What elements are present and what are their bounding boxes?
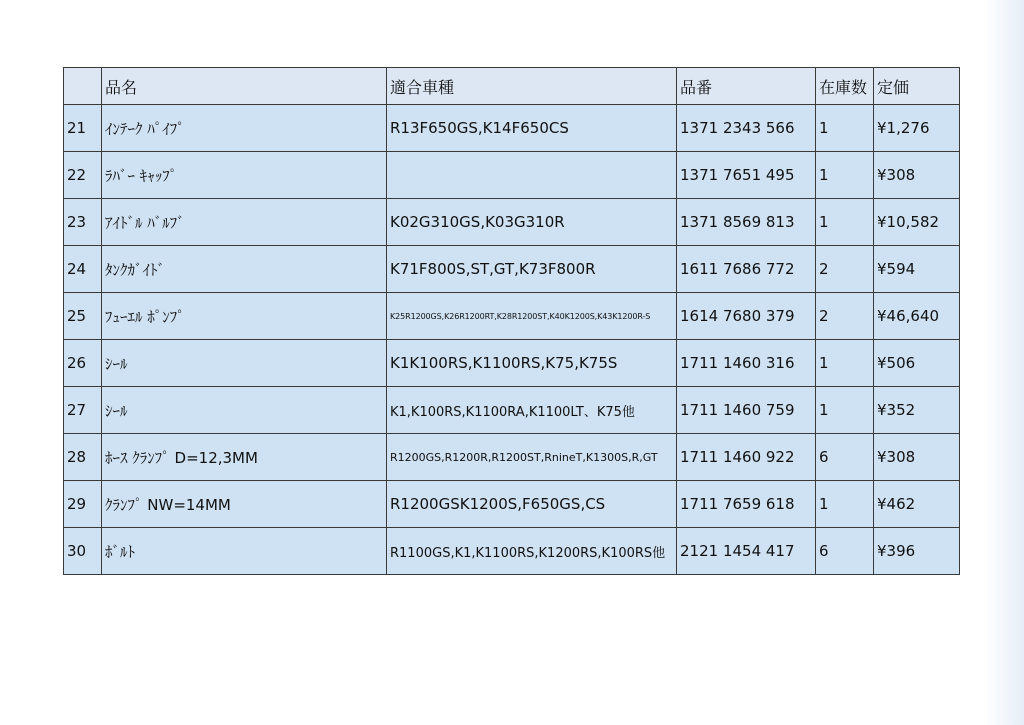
header-stock: 在庫数 [816, 68, 874, 105]
cell-stock: 6 [816, 434, 874, 481]
cell-stock: 1 [816, 387, 874, 434]
cell-name: ﾗﾊﾞｰ ｷｬｯﾌﾟ [102, 152, 387, 199]
cell-name: ｼｰﾙ [102, 387, 387, 434]
cell-price: ¥308 [874, 152, 960, 199]
cell-model: K1K100RS,K1100RS,K75,K75S [387, 340, 677, 387]
cell-stock: 2 [816, 246, 874, 293]
cell-name: ﾌｭｰｴﾙ ﾎﾟﾝﾌﾟ [102, 293, 387, 340]
table-row [64, 152, 960, 199]
cell-part-no: 1711 1460 316 [677, 340, 816, 387]
cell-stock: 1 [816, 340, 874, 387]
cell-model: K71F800S,ST,GT,K73F800R [387, 246, 677, 293]
cell-name: ｼｰﾙ [102, 340, 387, 387]
cell-price: ¥594 [874, 246, 960, 293]
header-price: 定価 [874, 68, 960, 105]
header-name: 品名 [102, 68, 387, 105]
cell-model: R1200GSK1200S,F650GS,CS [387, 481, 677, 528]
cell-no: 26 [64, 340, 102, 387]
cell-part-no: 1371 7651 495 [677, 152, 816, 199]
cell-name: ｸﾗﾝﾌﾟ NW=14MM [102, 481, 387, 528]
cell-no: 30 [64, 528, 102, 575]
cell-price: ¥10,582 [874, 199, 960, 246]
cell-stock: 1 [816, 481, 874, 528]
header-part-no: 品番 [677, 68, 816, 105]
table-row [64, 293, 960, 340]
table-row [64, 387, 960, 434]
table-row [64, 199, 960, 246]
cell-stock: 2 [816, 293, 874, 340]
cell-part-no: 1611 7686 772 [677, 246, 816, 293]
table-row [64, 246, 960, 293]
cell-stock: 1 [816, 199, 874, 246]
cell-price: ¥46,640 [874, 293, 960, 340]
table-row [64, 105, 960, 152]
cell-price: ¥308 [874, 434, 960, 481]
cell-model: R1100GS,K1,K1100RS,K1200RS,K100RS他 [387, 528, 677, 575]
cell-model: K02G310GS,K03G310R [387, 199, 677, 246]
cell-model: R13F650GS,K14F650CS [387, 105, 677, 152]
cell-no: 22 [64, 152, 102, 199]
page-edge-shading [984, 0, 1024, 725]
cell-part-no: 1614 7680 379 [677, 293, 816, 340]
table-row [64, 434, 960, 481]
cell-part-no: 1371 2343 566 [677, 105, 816, 152]
cell-no: 25 [64, 293, 102, 340]
cell-part-no: 2121 1454 417 [677, 528, 816, 575]
cell-no: 28 [64, 434, 102, 481]
table-row [64, 528, 960, 575]
cell-stock: 6 [816, 528, 874, 575]
header-model: 適合車種 [387, 68, 677, 105]
cell-name: ﾀﾝｸｶﾞｲﾄﾞ [102, 246, 387, 293]
cell-part-no: 1711 1460 759 [677, 387, 816, 434]
table-row [64, 481, 960, 528]
cell-name: ﾎﾞﾙﾄ [102, 528, 387, 575]
cell-model: K1,K100RS,K1100RA,K1100LT、K75他 [387, 387, 677, 434]
cell-price: ¥1,276 [874, 105, 960, 152]
cell-no: 24 [64, 246, 102, 293]
parts-price-table [63, 67, 960, 575]
cell-price: ¥396 [874, 528, 960, 575]
cell-part-no: 1711 7659 618 [677, 481, 816, 528]
cell-name: ｲﾝﾃｰｸ ﾊﾟｲﾌﾟ [102, 105, 387, 152]
cell-stock: 1 [816, 105, 874, 152]
cell-part-no: 1711 1460 922 [677, 434, 816, 481]
cell-part-no: 1371 8569 813 [677, 199, 816, 246]
cell-no: 29 [64, 481, 102, 528]
cell-price: ¥462 [874, 481, 960, 528]
cell-name: ｱｲﾄﾞﾙ ﾊﾞﾙﾌﾞ [102, 199, 387, 246]
cell-model: K25R1200GS,K26R1200RT,K28R1200ST,K40K1200S,K43K1200R-S [387, 293, 677, 340]
header-no [64, 68, 102, 105]
table-row [64, 340, 960, 387]
table-header-row [64, 68, 960, 105]
cell-price: ¥352 [874, 387, 960, 434]
cell-model: R1200GS,R1200R,R1200ST,RnineT,K1300S,R,GT [387, 434, 677, 481]
cell-model [387, 152, 677, 199]
cell-stock: 1 [816, 152, 874, 199]
cell-no: 27 [64, 387, 102, 434]
cell-no: 23 [64, 199, 102, 246]
cell-no: 21 [64, 105, 102, 152]
cell-price: ¥506 [874, 340, 960, 387]
cell-name: ﾎｰｽ ｸﾗﾝﾌﾟ D=12,3MM [102, 434, 387, 481]
